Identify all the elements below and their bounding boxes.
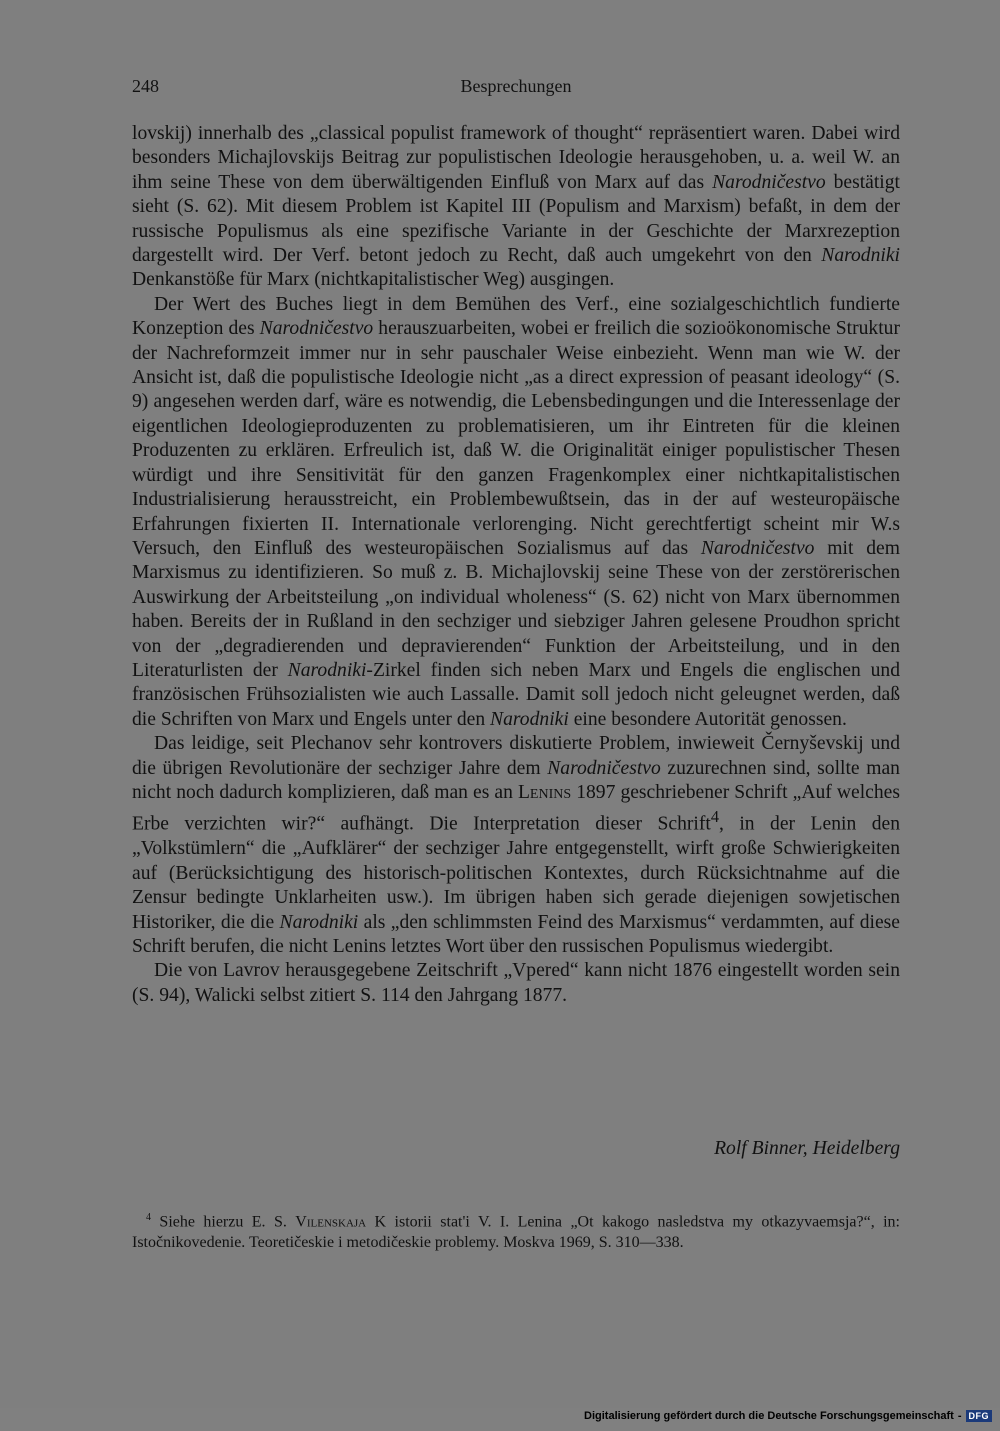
dfg-funding-note: Digitalisierung gefördert durch die Deutsche Forschungsgemeinschaft [584, 1410, 954, 1422]
dfg-separator: - [957, 1410, 962, 1422]
text-run: K istorii stat'i V. I. Lenina „Ot kakogo nasledstva my otkazyvaemsja?“, in: Istočnikovedenie. Teoretičeskie i metodičeskie problemy. Moskva 1969, S. 310—338. [132, 1213, 900, 1252]
paragraph [132, 122, 900, 293]
review-body-text [132, 122, 900, 1008]
text-run: bestätigt sieht (S. 62). Mit diesem Problem ist Kapitel III (Populism and Marxism) befaßt, in dem der russische Populismus als eine spezifische Variante in der Geschichte der Marxrezeption dargestellt wird. Der Verf. betont jedoch zu Recht, daß auch umgekehrt von den [132, 171, 900, 267]
italic-term: Narodničestvo [712, 171, 826, 193]
italic-term: Narodniki [821, 245, 900, 267]
paragraph [132, 732, 900, 959]
small-caps-name: Lenins [517, 781, 572, 803]
text-run: Die von Lavrov herausgegebene Zeitschrift „Vpered“ kann nicht 1876 eingestellt worden sein (S. 94), Walicki selbst zitiert S. 114 den Jahrgang 1877. [132, 960, 900, 1006]
text-run: , in der Lenin den „Volkstümlern“ die „Aufklärer“ der sechziger Jahre entgegenstellt, wirft große Schwierigkeiten auf (Berücksichtigung des historisch-politischen Kontextes, durch Rücksichtnahme auf die Zensur bedingte Unklarheiten usw.). Im übrigen haben sich gerade diejenigen sowjetischen Historiker, die die [132, 813, 900, 933]
signature-separator: , [802, 1138, 813, 1159]
text-run: als „den schlimmsten Feind des Marxismus“ verdammten, auf diese Schrift berufen, die nicht Lenins letztes Wort über den russischen Populismus wiedergibt. [132, 911, 900, 957]
footnote-ref: 4 [710, 807, 719, 827]
reviewer-place: Heidelberg [812, 1138, 900, 1159]
text-run: 1897 geschriebener Schrift „Auf welches Erbe verzichten wir?“ aufhängt. Die Interpretation dieser Schrift [132, 781, 900, 835]
reviewer-name: Rolf Binner [714, 1138, 803, 1159]
text-run: eine besondere Autorität genossen. [568, 708, 847, 730]
italic-term: Narodničestvo [547, 757, 661, 779]
dfg-logo: DFG [966, 1410, 993, 1422]
text-run: mit dem Marxismus zu identifizieren. So muß z. B. Michajlovskij seine These von der zerstörerischen Auswirkung der Arbeitsteilung „on individual wholeness“ (S. 62) nicht von Marx übernommen haben. Bereits der in Rußland in den sechziger und siebziger Jahren gelesene Proudhon spricht von der „degradierenden und depravierenden“ Funktion der Arbeitsteilung, und in den Literaturlisten der [132, 537, 900, 681]
text-run: herauszuarbeiten, wobei er freilich die sozioökonomische Struktur der Nachreformzeit immer nur in sehr pauschaler Weise einbezieht. Wenn man wie W. der Ansicht ist, daß die populistische Ideologie nicht „as a direct expression of peasant ideology“ (S. 9) angesehen werden darf, wäre es notwendig, die Lebensbedingungen und die Interessenlage der eigentlichen Ideologieproduzenten zu problematisieren, um ihr Eintreten für die kleinen Produzenten zu erklären. Erfreulich ist, daß W. die Originalität einiger populistischer Thesen würdigt und ihre Sensitivität für den ganzen Fragenkomplex einer nichtkapitalistischen Industrialisierung herausstreicht, ein Problembewußtsein, das in der auf westeuropäische Erfahrungen fixierten II. Internationale verlorenging. Nicht gerechtfertigt scheint mir W.s Versuch, den Einfluß des westeuropäischen Sozialismus auf das [132, 318, 900, 559]
small-caps-name: Vilenskaja [295, 1213, 367, 1231]
reviewer-signature [132, 1138, 900, 1160]
text-run: Denkanstöße für Marx (nichtkapitalistischer Weg) ausgingen. [132, 269, 615, 291]
running-head: Besprechungen [460, 76, 572, 96]
italic-term: Narodniki [287, 659, 367, 681]
italic-term: Narodniki [279, 911, 359, 933]
footnote [132, 1207, 900, 1253]
italic-term: Narodničestvo [700, 537, 815, 559]
page-header [132, 76, 900, 102]
text-run: -Zirkel finden sich neben Marx und Engels die englischen und französischen Frühsozialisten wie auch Lassalle. Damit soll jedoch nicht geleugnet werden, daß die Schriften von Marx und Engels unter den [132, 659, 900, 730]
text-run: lovskij) innerhalb des „classical populist framework of thought“ repräsentiert waren. Dabei wird besonders Michajlovskijs Beitrag zur populistischen Ideologie herausgehoben, u. a. weil W. an ihm seine These von dem überwältigenden Einfluß von Marx auf das [132, 123, 900, 193]
text-run: Der Wert des Buches liegt in dem Bemühen des Verf., eine sozialgeschichtlich fundierte Konzeption des [132, 293, 900, 340]
paragraph [132, 959, 900, 1008]
paragraph [132, 293, 900, 732]
text-run: Siehe hierzu E. S. [159, 1213, 296, 1231]
italic-term: Narodniki [490, 708, 569, 730]
italic-term: Narodničestvo [259, 318, 374, 340]
text-run: Das leidige, seit Plechanov sehr kontrovers diskutierte Problem, inwieweit Černyševskij und die übrigen Revolutionäre der sechziger Jahre dem [132, 733, 900, 779]
page-number: 248 [132, 76, 159, 96]
dfg-footer-bar [584, 1409, 992, 1423]
text-run: zuzurechnen sind, sollte man nicht noch dadurch komplizieren, daß man es an [132, 757, 900, 803]
footnote-marker: 4 [146, 1212, 151, 1223]
